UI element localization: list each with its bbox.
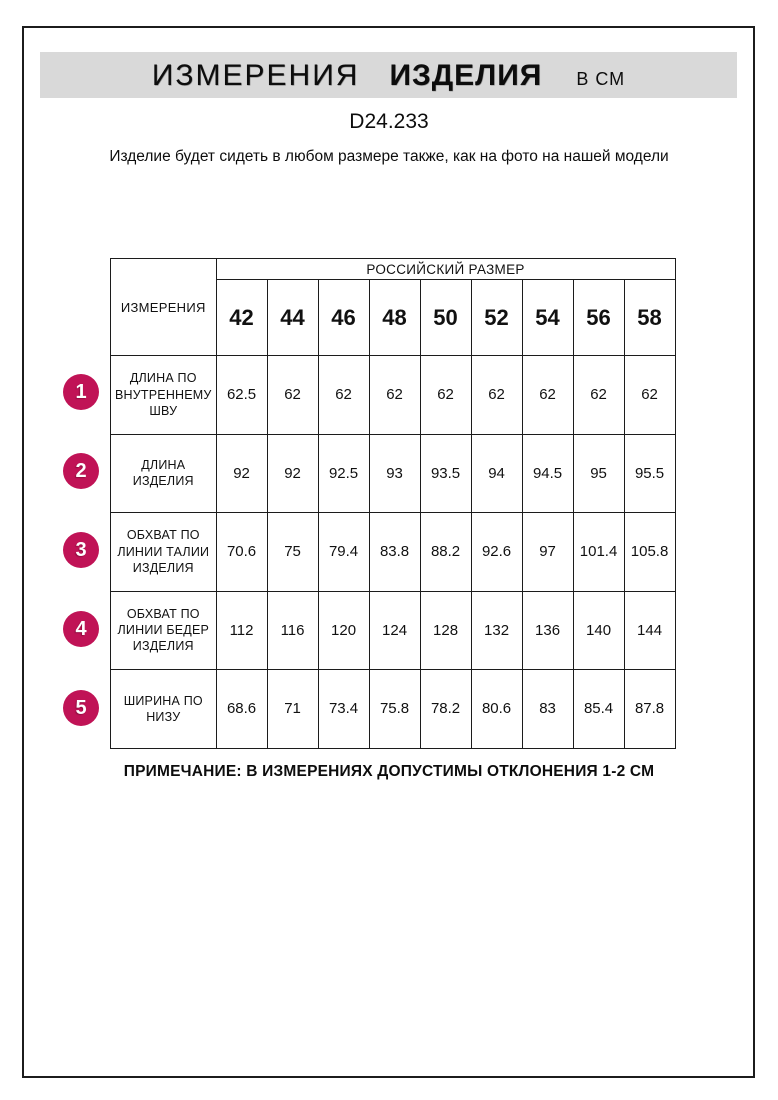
table-row [111,670,676,749]
measurement-value: 92 [267,434,318,513]
size-column-header: 52 [471,280,522,356]
measurement-value: 95.5 [624,434,675,513]
size-column-header: 46 [318,280,369,356]
measurement-value: 62 [420,356,471,435]
measurement-label: ДЛИНА ПО ВНУТРЕННЕМУ ШВУ [111,356,217,435]
measurement-value: 85.4 [573,670,624,749]
measurement-value: 62 [522,356,573,435]
measurement-value: 62 [369,356,420,435]
size-column-header: 48 [369,280,420,356]
measurement-value: 75 [267,513,318,592]
measurement-value: 80.6 [471,670,522,749]
measurement-value: 92.5 [318,434,369,513]
measurement-value: 136 [522,591,573,670]
header-band [40,52,737,98]
header-band-titles [152,59,625,93]
size-column-header: 50 [420,280,471,356]
row-number-badge: 2 [63,453,99,489]
fit-description: Изделие будет сидеть в любом размере также, как на фото на нашей модели [109,148,669,165]
table-row [111,513,676,592]
measurements-column-header: ИЗМЕРЕНИЯ [111,259,217,356]
measurement-value: 128 [420,591,471,670]
size-table [110,258,676,749]
measurement-label: ОБХВАТ ПО ЛИНИИ БЕДЕР ИЗДЕЛИЯ [111,591,217,670]
measurement-value: 75.8 [369,670,420,749]
measurement-value: 116 [267,591,318,670]
tolerance-note: ПРИМЕЧАНИЕ: В ИЗМЕРЕНИЯХ ДОПУСТИМЫ ОТКЛОНЕНИЯ 1-2 СМ [123,763,655,780]
measurement-value: 93 [369,434,420,513]
measurement-value: 140 [573,591,624,670]
measurement-value: 62 [573,356,624,435]
size-column-header: 44 [267,280,318,356]
size-column-header: 56 [573,280,624,356]
measurement-value: 73.4 [318,670,369,749]
size-column-header: 42 [216,280,267,356]
measurement-value: 120 [318,591,369,670]
measurement-value: 83.8 [369,513,420,592]
measurement-value: 92 [216,434,267,513]
row-number-badge: 4 [63,611,99,647]
measurement-value: 62 [318,356,369,435]
page-title-unit: В СМ [576,69,626,89]
size-column-header: 58 [624,280,675,356]
measurement-label: ОБХВАТ ПО ЛИНИИ ТАЛИИ ИЗДЕЛИЯ [111,513,217,592]
measurement-value: 92.6 [471,513,522,592]
table-row [111,591,676,670]
measurement-value: 132 [471,591,522,670]
size-table-body [111,259,676,749]
size-group-header: РОССИЙСКИЙ РАЗМЕР [216,259,675,280]
measurement-value: 95 [573,434,624,513]
row-number-badge: 1 [63,374,99,410]
measurement-value: 87.8 [624,670,675,749]
page-title-secondary: ИЗДЕЛИЯ [389,59,543,92]
measurement-value: 101.4 [573,513,624,592]
measurement-value: 62 [471,356,522,435]
measurement-label: ДЛИНА ИЗДЕЛИЯ [111,434,217,513]
row-number-badge: 3 [63,532,99,568]
measurement-value: 68.6 [216,670,267,749]
table-row [111,434,676,513]
table-header-row-group [111,259,676,280]
measurement-value: 79.4 [318,513,369,592]
measurement-value: 94.5 [522,434,573,513]
row-number-badge: 5 [63,690,99,726]
measurement-value: 93.5 [420,434,471,513]
measurement-value: 124 [369,591,420,670]
measurement-value: 94 [471,434,522,513]
measurement-value: 70.6 [216,513,267,592]
size-column-header: 54 [522,280,573,356]
measurement-value: 71 [267,670,318,749]
measurement-value: 144 [624,591,675,670]
measurement-value: 62 [624,356,675,435]
measurement-value: 78.2 [420,670,471,749]
table-row [111,356,676,435]
page-title: ИЗМЕРЕНИЯ [151,59,360,92]
measurement-value: 112 [216,591,267,670]
measurement-value: 62 [267,356,318,435]
measurement-label: ШИРИНА ПО НИЗУ [111,670,217,749]
measurement-value: 105.8 [624,513,675,592]
product-code: D24.233 [349,110,429,133]
measurement-value: 97 [522,513,573,592]
measurement-value: 62.5 [216,356,267,435]
measurement-value: 83 [522,670,573,749]
measurement-value: 88.2 [420,513,471,592]
